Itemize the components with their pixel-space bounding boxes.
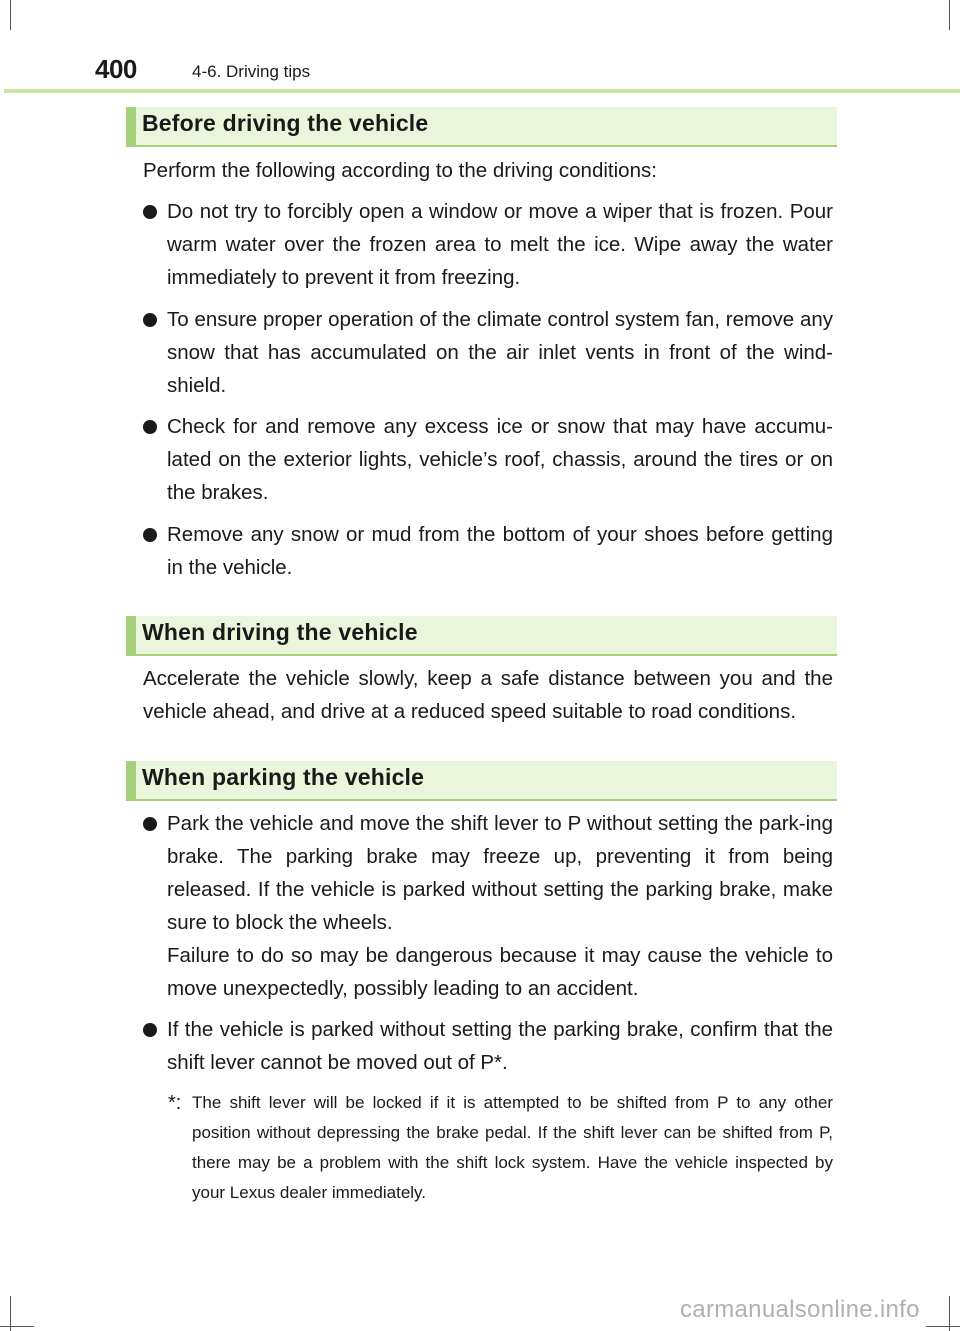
heading-when-parking bbox=[126, 761, 837, 801]
bullet-text: To ensure proper operation of the climate control system fan, remove any snow that has accumulated on the air inlet vents in front of the wind-shield. bbox=[167, 308, 833, 397]
heading-text: When driving the vehicle bbox=[142, 619, 418, 645]
bullet-icon bbox=[143, 817, 157, 831]
heading-when-driving bbox=[126, 616, 837, 656]
footnote-text: The shift lever will be locked if it is attempted to be shifted from P to any other position without depressing the brake pedal. If the shift lever can be shifted from P, there may be a problem with the shift lock system. Have the vehicle inspected by your Lexus dealer immediately. bbox=[192, 1093, 833, 1202]
heading-text: Before driving the vehicle bbox=[142, 110, 429, 136]
bullet-text: Do not try to forcibly open a window or move a wiper that is frozen. Pour warm water over the frozen area to melt the ice. Wipe away the water immediately to prevent it from freezing. bbox=[167, 200, 833, 289]
driving-paragraph: Accelerate the vehicle slowly, keep a safe distance between you and the vehicle ahead, and drive at a reduced speed suitable to road conditions. bbox=[143, 667, 833, 723]
bullet-item bbox=[143, 1013, 833, 1079]
bullet-text: Park the vehicle and move the shift lever to P without setting the park-ing brake. The parking brake may freeze up, preventing it from being released. If the vehicle is parked without setting the parking brake, make sure to block the wheels. bbox=[167, 812, 833, 934]
bullet-text: If the vehicle is parked without setting the parking brake, confirm that the shift lever cannot be moved out of P*. bbox=[167, 1018, 833, 1074]
bullet-icon bbox=[143, 205, 157, 219]
bullet-item bbox=[143, 303, 833, 402]
footnote bbox=[168, 1088, 833, 1208]
bullet-item bbox=[143, 518, 833, 584]
crop-mark bbox=[949, 0, 950, 30]
page-number: 400 bbox=[95, 54, 137, 84]
bullet-text: Check for and remove any excess ice or snow that may have accumu-lated on the exterior lights, vehicle’s roof, chassis, around the tires or on the brakes. bbox=[167, 415, 833, 504]
bullet-item bbox=[143, 410, 833, 509]
heading-text: When parking the vehicle bbox=[142, 764, 425, 790]
crop-mark bbox=[10, 0, 11, 30]
header-rule bbox=[4, 89, 960, 93]
bullet-text: Remove any snow or mud from the bottom of your shoes before getting in the vehicle. bbox=[167, 523, 833, 579]
crop-mark bbox=[926, 1326, 960, 1327]
heading-before-driving bbox=[126, 107, 837, 147]
bullet-icon bbox=[143, 1023, 157, 1037]
bullet-item bbox=[143, 195, 833, 294]
section-label: 4-6. Driving tips bbox=[192, 62, 311, 81]
bullet-icon bbox=[143, 528, 157, 542]
bullet-item bbox=[143, 807, 833, 1005]
bullet-icon bbox=[143, 420, 157, 434]
footnote-marker: *: bbox=[168, 1092, 182, 1114]
crop-mark bbox=[0, 1326, 34, 1327]
watermark: carmanualsonline.info bbox=[680, 1296, 920, 1323]
intro-paragraph: Perform the following according to the driving conditions: bbox=[143, 159, 657, 182]
bullet-continuation: Failure to do so may be dangerous because it may cause the vehicle to move unexpectedly, possibly leading to an accident. bbox=[167, 944, 833, 1000]
bullet-icon bbox=[143, 313, 157, 327]
